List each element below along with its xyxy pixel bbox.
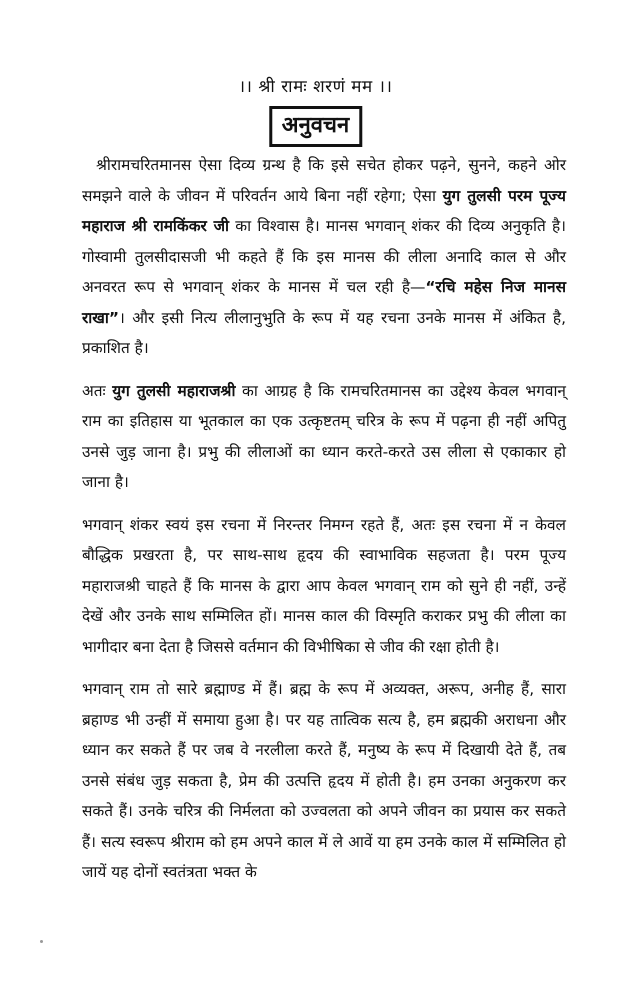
paragraph-2-bold-name: युग तुलसी महाराजश्री	[112, 381, 236, 400]
paragraph-3: भगवान् शंकर स्वयं इस रचना में निरन्तर निमग्न रहते हैं, अतः इस रचना में न केवल बौद्धिक प्रखरता है, पर साथ-साथ हृदय की स्वाभाविक सहजता है। परम पूज्य महाराजश्री चाहते हैं कि मानस के द्वारा आप केवल भगवान् राम को सुने ही नहीं, उन्हें देखें और उनके साथ सम्मिलित हों। मानस काल की विस्मृति कराकर प्रभु की लीला का भागीदार बना देता है जिससे वर्तमान की विभीषिका से जीव की रक्षा होती है।	[82, 515, 566, 656]
paragraph-1	[82, 150, 566, 364]
paragraph-2-text-a: अतः	[82, 381, 113, 400]
invocation-line: ।। श्री रामः शरणं मम ।।	[238, 77, 393, 97]
paragraph-1-bold-quote: “रचि महेस निज मानस राखा”	[82, 278, 566, 327]
paragraph-2-text-b: का आग्रह है कि रामचरितमानस का उद्देश्य केवल भगवान् राम का इतिहास या भूतकाल का एक उत्कृष्टतम् चरित्र के रूप में पढ़ना ही नहीं अपितु उनसे जुड़ जाना है। प्रभु की लीलाओं का ध्यान करते-करते उस लीला से एकाकार हो जाना है।	[82, 381, 566, 491]
page-title: अनुवचन	[269, 106, 362, 147]
paragraph-1-bold-name: युग तुलसी परम पूज्य महाराज श्री रामकिंकर जी	[82, 186, 566, 235]
paragraph-1-text-b: का विश्वास है। मानस भगवान् शंकर की दिव्य अनुकृति है। गोस्वामी तुलसीदासजी भी कहते हैं कि इस मानस की लीला अनादि काल से और अनवरत रूप से भगवान् शंकर के मानस में चल रही है—	[82, 217, 567, 296]
scan-speck	[40, 940, 43, 943]
paragraph-4: भगवान् राम तो सारे ब्रह्माण्ड में हैं। ब्रह्म के रूप में अव्यक्त, अरूप, अनीह हैं, सारा ब्रहाण्ड भी उन्हीं में समाया हुआ है। पर यह तात्विक सत्य है, हम ब्रह्मकी अराधना और ध्यान कर सकते हैं पर जब वे नरलीला करते हैं, मनुष्य के रूप में दिखायी देते हैं, तब उनसे संबंध जुड़ सकता है, प्रेम की उत्पत्ति हृदय में होती है। हम उनका अनुकरण कर सकते हैं। उनके चरित्र की निर्मलता को उज्वलता को अपने जीवन का प्रयास कर सकते हैं। सत्य स्वरूप श्रीराम को हम अपने काल में ले आवें या हम उनके काल में सम्मिलित हो जायें यह दोनों स्वतंत्रता भक्त के	[82, 680, 566, 881]
paragraph-1-text-c: । और इसी नित्य लीलानुभुति के रूप में यह रचना उनके मानस में अंकित है, प्रकाशित है।	[82, 308, 566, 357]
paragraph-1-text-a: श्रीरामचरितमानस ऐसा दिव्य ग्रन्थ है कि इसे सचेत होकर पढ़ने, सुनने, कहने ओर समझने वाले के जीवन में परिवर्तन आये बिना नहीं रहेगा; ऐसा	[82, 156, 566, 205]
body-text	[82, 150, 566, 900]
paragraph-2	[82, 376, 566, 498]
